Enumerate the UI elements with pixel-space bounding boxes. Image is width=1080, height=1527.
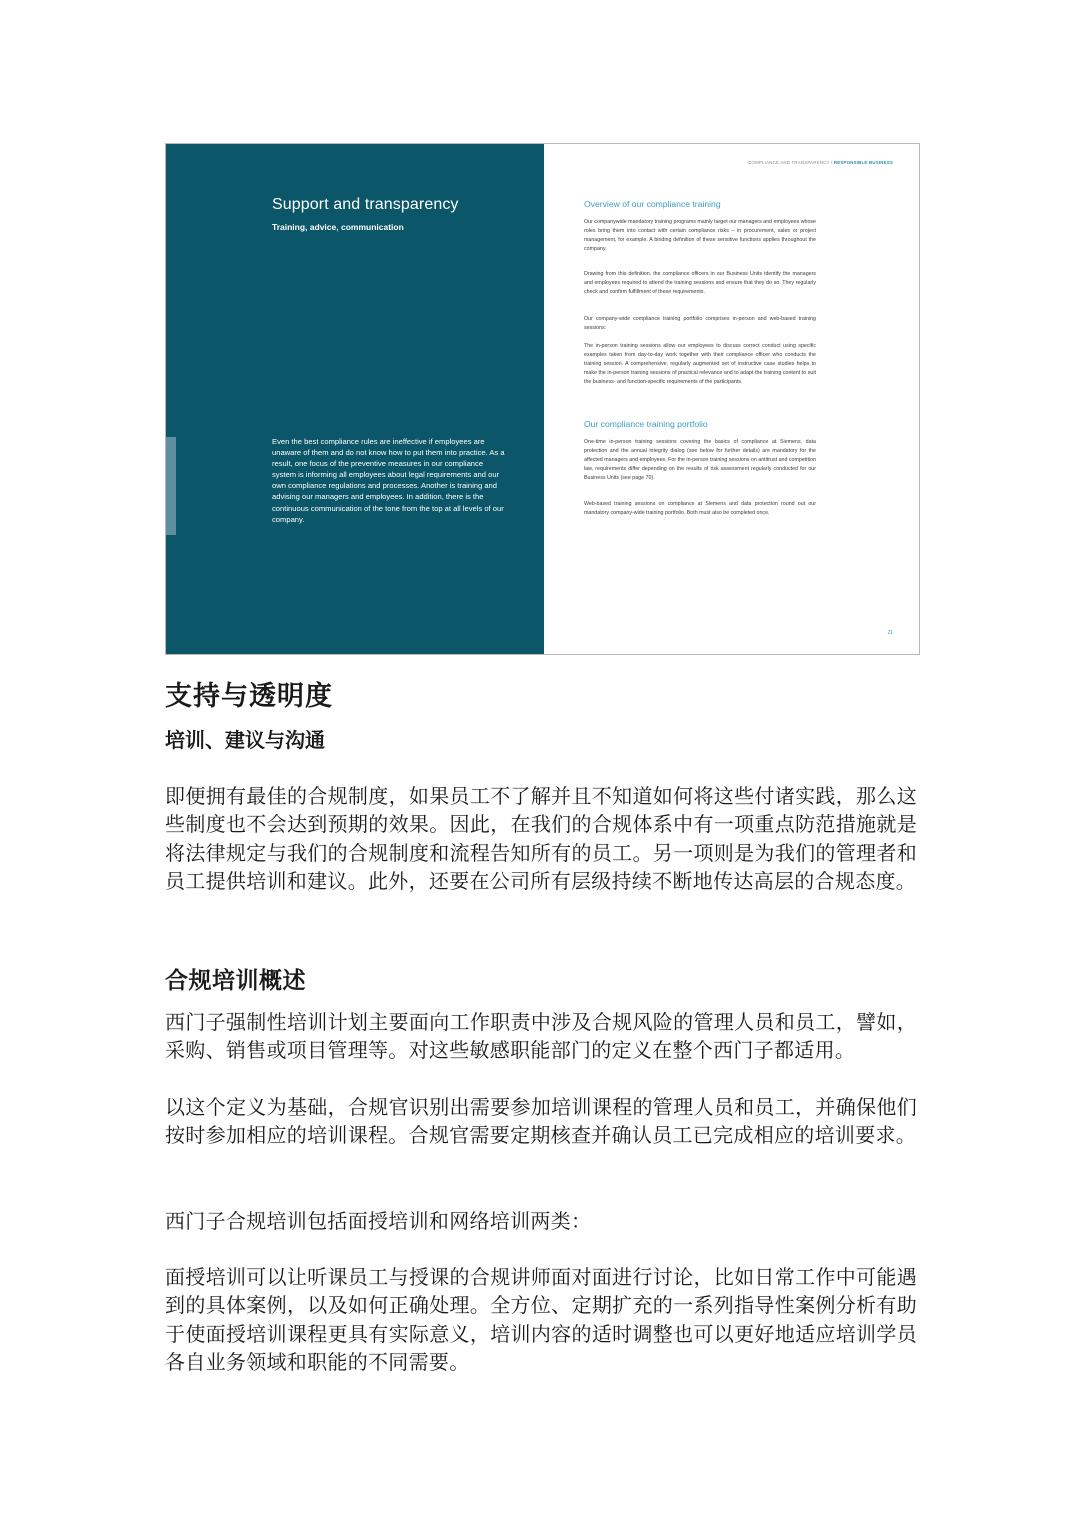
brochure-heading-overview: Overview of our compliance training bbox=[584, 199, 721, 209]
page-number: 21 bbox=[887, 630, 893, 636]
brochure-title: Support and transparency bbox=[272, 196, 459, 213]
translation-paragraph: 以这个定义为基础，合规官识别出需要参加培训课程的管理人员和员工，并确保他们按时参加相应的培训课程。合规官需要定期核查并确认员工已完成相应的培训要求。 bbox=[165, 1095, 917, 1148]
brochure-right-page bbox=[544, 144, 919, 654]
translation-title: 支持与透明度 bbox=[165, 681, 333, 712]
brochure-paragraph: Web-based training sessions on compliance at Siemens and data protection round out our mandatory company-wide training portfolio. Both must also be completed once. bbox=[584, 501, 816, 516]
brochure-paragraph: One-time in-person training sessions covering the basics of compliance at Siemens, data protection and the annual integrity dialog (see below for further details) are mandatory for the affected managers and employees. For the in-person training sessions on antitrust and competition law, requirements differ depending on the results of risk assessment regularly conducted for our Business Units (see page 70). bbox=[584, 439, 816, 481]
translation-section-heading: 合规培训概述 bbox=[165, 967, 306, 994]
brochure-left-page bbox=[166, 144, 544, 654]
brochure-paragraph: Drawing from this definition, the compliance officers in our Business Units identify the managers and employees required to attend the training sessions and ensure that they do so. They regularly check and confirm fulfillment of these requirements. bbox=[584, 271, 816, 295]
brochure-subtitle: Training, advice, communication bbox=[272, 222, 404, 232]
brochure-spread-image bbox=[165, 143, 920, 655]
brochure-paragraph: Our companywide mandatory training programs mainly target our managers and employees whose roles bring them into contact with certain compliance risks – in procurement, sales or project management, for example. A binding definition of these sensitive functions applies throughout the company. bbox=[584, 219, 817, 252]
page-tab-marker bbox=[166, 437, 176, 535]
translation-paragraph: 西门子合规培训包括面授培训和网络培训两类： bbox=[165, 1209, 592, 1233]
brochure-paragraph: Our company-wide compliance training portfolio comprises in-person and web-based training sessions: bbox=[584, 316, 816, 331]
running-head-chapter: COMPLIANCE AND TRANSPARENCY bbox=[748, 160, 830, 165]
brochure-heading-portfolio: Our compliance training portfolio bbox=[584, 419, 708, 429]
brochure-paragraph: The in-person training sessions allow our employees to discuss correct conduct using specific examples taken from day-to-day work together with their compliance officer who conducts the training session. A comprehensive, regularly augmented set of instructive case studies helps to make the in-person training sessions of practical relevance and to adapt the training content to suit the business- and function-specific requirements of the participants. bbox=[584, 343, 816, 385]
running-head-section: RESPONSIBLE BUSINESS bbox=[833, 160, 893, 165]
translation-subtitle: 培训、建议与沟通 bbox=[165, 728, 325, 752]
brochure-intro-text: Even the best compliance rules are ineffective if employees are unaware of them and do not know how to put them into practice. As a result, one focus of the preventive measures in our compliance system is informing all employees about legal requirements and our own compliance regulations and processes. Another is training and advising our managers and employees. In addition, there is the continuous communication of the tone from the top at all levels of our company. bbox=[272, 437, 505, 524]
translation-intro-paragraph: 即便拥有最佳的合规制度，如果员工不了解并且不知道如何将这些付诸实践，那么这些制度也不会达到预期的效果。因此，在我们的合规体系中有一项重点防范措施就是将法律规定与我们的合规制度和流程告知所有的员工。另一项则是为我们的管理者和员工提供培训和建议。此外，还要在公司所有层级持续不断地传达高层的合规态度。 bbox=[165, 784, 917, 894]
translation-paragraph: 西门子强制性培训计划主要面向工作职责中涉及合规风险的管理人员和员工，譬如，采购、销售或项目管理等。对这些敏感职能部门的定义在整个西门子都适用。 bbox=[165, 1010, 917, 1063]
running-head: COMPLIANCE AND TRANSPARENCY / RESPONSIBLE BUSINESS bbox=[748, 160, 893, 165]
translation-paragraph: 面授培训可以让听课员工与授课的合规讲师面对面进行讨论，比如日常工作中可能遇到的具体案例，以及如何正确处理。全方位、定期扩充的一系列指导性案例分析有助于使面授培训课程更具有实际意义，培训内容的适时调整也可以更好地适应培训学员各自业务领域和职能的不同需要。 bbox=[165, 1265, 917, 1375]
